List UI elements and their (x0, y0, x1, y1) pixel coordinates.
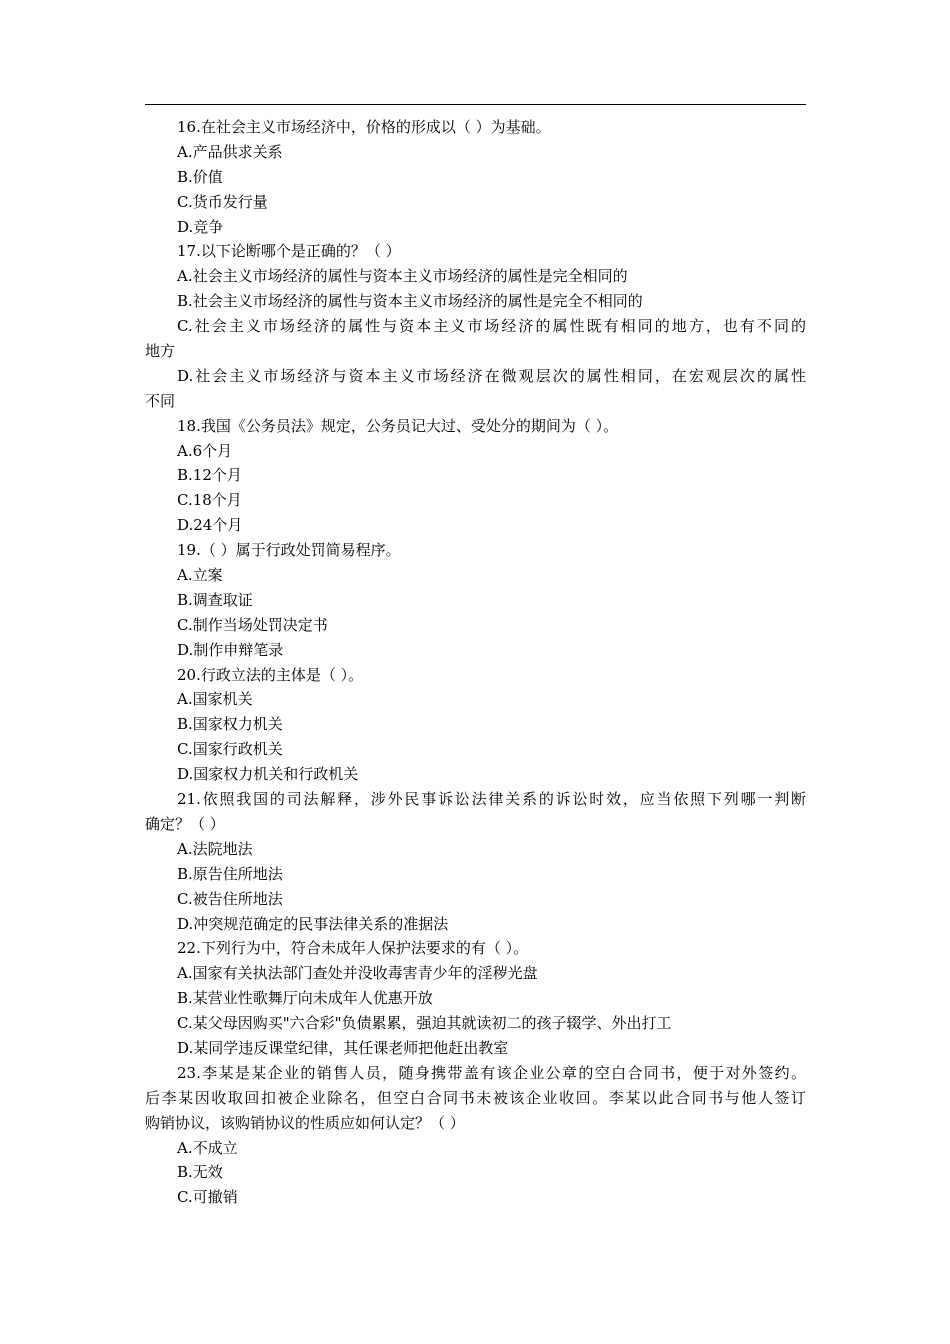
question-19: 19.（ ）属于行政处罚简易程序。 (177, 541, 401, 560)
option-19d: D.制作申辩笔录 (177, 640, 284, 659)
option-17b: B.社会主义市场经济的属性与资本主义市场经济的属性是完全不相同的 (177, 292, 643, 311)
option-22b: B.某营业性歌舞厅向未成年人优惠开放 (177, 989, 433, 1008)
option-20a: A.国家机关 (177, 690, 253, 709)
option-19a: A.立案 (177, 566, 223, 585)
option-16c: C.货币发行量 (177, 192, 268, 211)
question-23: 23.李某是某企业的销售人员，随身携带盖有该企业公章的空白合同书，便于对外签约。 (177, 1063, 806, 1082)
option-19b: B.调查取证 (177, 590, 253, 609)
option-20d: D.国家权力机关和行政机关 (177, 765, 359, 784)
option-17d: D.社会主义市场经济与资本主义市场经济在微观层次的属性相同，在宏观层次的属性 (177, 366, 806, 385)
option-18b: B.12个月 (177, 466, 242, 485)
option-21d: D.冲突规范确定的民事法律关系的准据法 (177, 914, 449, 933)
option-16d: D.竞争 (177, 217, 224, 236)
option-22a: A.国家有关执法部门查处并没收毒害青少年的淫秽光盘 (177, 964, 538, 983)
option-17d-cont: 不同 (145, 391, 176, 410)
question-21: 21.依照我国的司法解释，涉外民事诉讼法律关系的诉讼时效，应当依照下列哪一判断 (177, 790, 806, 809)
option-23a: A.不成立 (177, 1138, 238, 1157)
option-21c: C.被告住所地法 (177, 889, 283, 908)
question-22: 22.下列行为中，符合未成年人保护法要求的有（ ）。 (177, 939, 529, 958)
option-17c-cont: 地方 (145, 342, 176, 361)
option-21b: B.原告住所地法 (177, 864, 283, 883)
question-21-cont: 确定？（ ） (145, 814, 225, 833)
option-23b: B.无效 (177, 1163, 223, 1182)
option-18a: A.6个月 (177, 441, 233, 460)
option-17a: A.社会主义市场经济的属性与资本主义市场经济的属性是完全相同的 (177, 267, 628, 286)
option-23c: C.可撤销 (177, 1188, 238, 1207)
question-16: 16.在社会主义市场经济中，价格的形成以（ ）为基础。 (177, 118, 551, 136)
option-19c: C.制作当场处罚决定书 (177, 615, 328, 634)
option-20b: B.国家权力机关 (177, 715, 283, 734)
option-16a: A.产品供求关系 (177, 142, 283, 161)
question-20: 20.行政立法的主体是（ ）。 (177, 665, 364, 684)
question-list (145, 115, 806, 1210)
option-20c: C.国家行政机关 (177, 740, 283, 759)
option-17c: C.社会主义市场经济的属性与资本主义市场经济的属性既有相同的地方，也有不同的 (177, 317, 806, 336)
question-23-cont-2: 购销协议，该购销协议的性质应如何认定？（ ） (145, 1113, 465, 1132)
question-17: 17.以下论断哪个是正确的？（ ） (177, 242, 401, 261)
option-22d: D.某同学违反课堂纪律，其任课老师把他赶出教室 (177, 1038, 509, 1057)
question-18: 18.我国《公务员法》规定，公务员记大过、受处分的期间为（ ）。 (177, 416, 619, 435)
option-21a: A.法院地法 (177, 839, 253, 858)
option-16b: B.价值 (177, 167, 223, 186)
header-rule (145, 104, 806, 105)
option-18c: C.18个月 (177, 491, 242, 510)
document-page (145, 104, 806, 1210)
option-22c: C.某父母因购买"六合彩"负债累累，强迫其就读初二的孩子辍学、外出打工 (177, 1014, 672, 1033)
option-18d: D.24个月 (177, 516, 243, 535)
question-23-cont-1: 后李某因收取回扣被企业除名，但空白合同书未被该企业收回。李某以此合同书与他人签订 (145, 1088, 806, 1107)
